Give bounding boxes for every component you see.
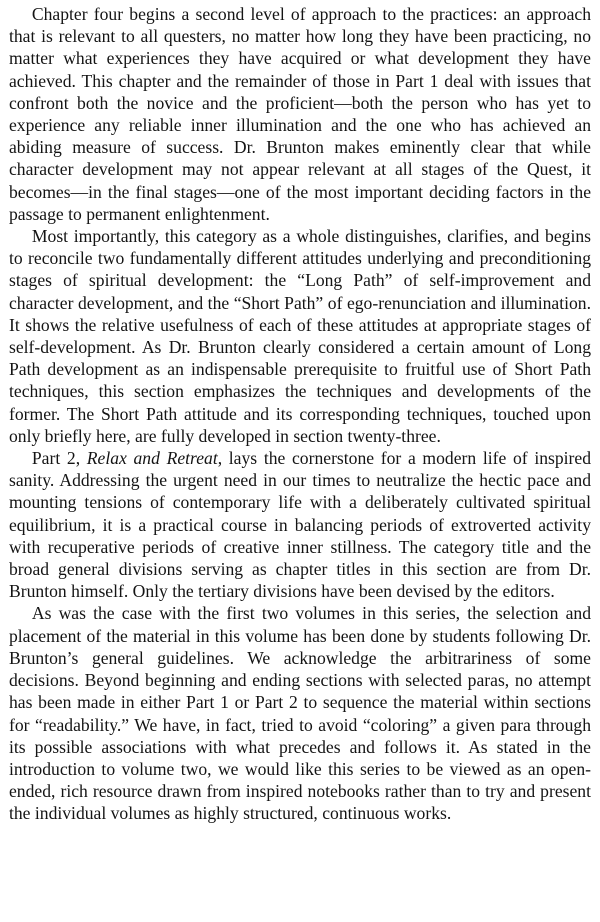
paragraph-3-italic-title: Relax and Retreat [86,448,218,469]
paragraph-1-text: Chapter four begins a second level of approach to the practices: an approach that is relevant to all questers, no matter how long they have been practicing, no matter what experiences they have acquired or what development they have achieved. This chapter and the remainder of those in Part 1 deal with issues that confront both the novice and the proficient—both the person who has yet to experience any reliable inner illumination and the one who has achieved an abiding measure of success. Dr. Brunton makes eminently clear that while character development may not appear relevant at all stages of the Quest, it becomes—in the final stages—one of the most important deciding factors in the passage to permanent enlightenment. [9,4,591,224]
paragraph-2 [9,225,591,447]
paragraph-2-text: Most importantly, this category as a whole distinguishes, clarifies, and begins to reconcile two fundamentally different attitudes underlying and preconditioning stages of spiritual development: the “Long Path” of self-improvement and character development, and the “Short Path” of ego-renunciation and illumination. It shows the relative usefulness of each of these attitudes at appropriate stages of self-development. As Dr. Brunton clearly considered a certain amount of Long Path development as an indispensable prerequisite to fruitful use of Short Path techniques, this section emphasizes the techniques and developments of the former. The Short Path attitude and its corresponding techniques, touched upon only briefly here, are fully developed in section twenty-three. [9,226,591,446]
paragraph-1 [9,3,591,225]
paragraph-4-text: As was the case with the first two volumes in this series, the selection and placement of the material in this volume has been done by students following Dr. Brunton’s general guidelines. We acknowledge the arbitrariness of some decisions. Beyond beginning and ending sections with selected paras, no attempt has been made in either Part 1 or Part 2 to sequence the material within sections for “readability.” We have, in fact, tried to avoid “coloring” a given para through its possible associations with what precedes and follows it. As stated in the introduction to volume two, we would like this series to be viewed as an open-ended, rich resource drawn from inspired notebooks rather than to try and present the individual volumes as highly structured, continuous works. [9,603,591,824]
paragraph-3-text-start: Part 2, [31,448,87,469]
document-page [9,3,591,825]
paragraph-4 [9,602,591,824]
paragraph-3 [9,447,591,602]
paragraph-3-text-rest: , lays the cornerstone for a modern life of inspired sanity. Addressing the urgent need in our times to neutralize the hectic pace and mounting tensions of contemporary life with a deliberately cultivated spiritual equilibrium, it is a practical course in balancing periods of extroverted activity with recuperative periods of creative inner stillness. The category title and the broad general divisions serving as chapter titles in this section are from Dr. Brunton himself. Only the tertiary divisions have been devised by the editors. [9,448,591,602]
